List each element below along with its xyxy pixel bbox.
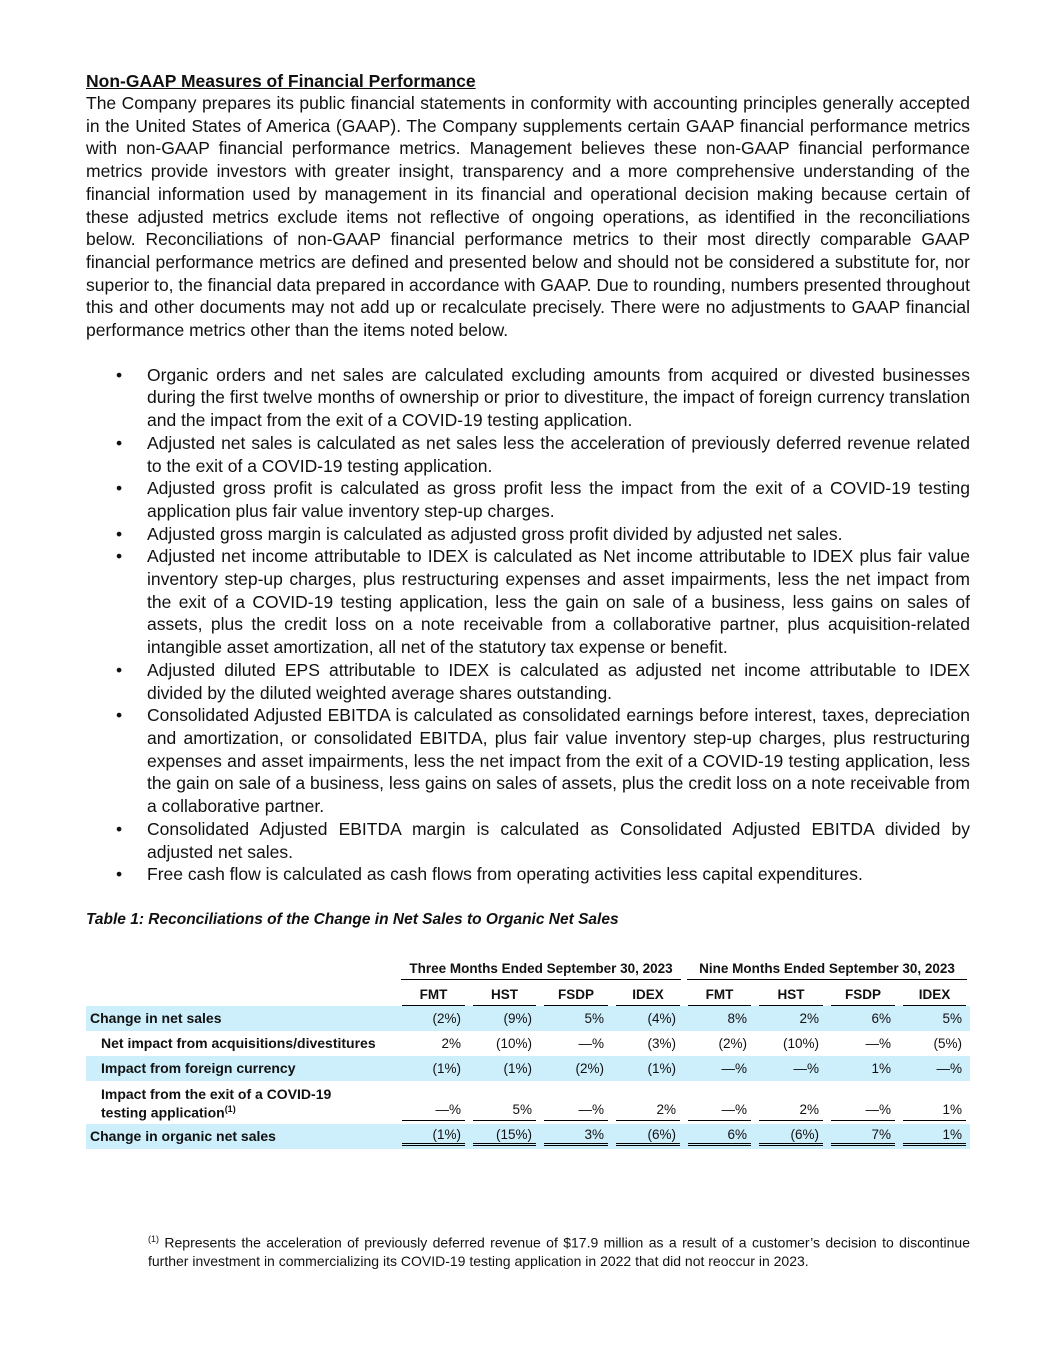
bullet-icon: • [116,523,123,544]
footnote-marker: (1) [148,1234,159,1244]
bullet-icon: • [116,659,123,680]
list-item: • Adjusted net income attributable to IDEX is calculated as Net income attributable to IDEX plus fair value inventory step-up charges, plus restructuring expenses and asset impairments, less the net impact from the exit of a COVID-19 testing application, less the gain on sale of a business, less gains on sales of assets, plus the credit loss on a note receivable from a collaborative partner, plus acquisition-related intangible asset amortization, all net of the statutory tax expense or benefit. [116,546,970,658]
footnote-marker: (1) [224,1104,236,1115]
bullet-icon: • [116,432,123,453]
table-row: Impact from foreign currency (1%) (1%) (2%) (1%) —% —% 1% —% [86,1056,970,1081]
table-row-total: Change in organic net sales (1%) (15%) 3% (6%) 6% (6%) 7% 1% [86,1124,970,1149]
row-label: Impact from foreign currency [86,1056,398,1081]
list-item: • Adjusted diluted EPS attributable to IDEX is calculated as adjusted net income attributable to IDEX divided by the diluted weighted average shares outstanding. [116,659,970,703]
row-label: Impact from the exit of a COVID-19 testing application$^{(1)}$ [101,1086,332,1121]
bullet-icon: • [116,546,123,567]
column-header: HST [469,980,540,1006]
row-label: Change in net sales [86,1006,398,1031]
list-item: • Adjusted net sales is calculated as net sales less the acceleration of previously deferred revenue related to the exit of a COVID-19 testing application. [116,432,970,476]
bullet-icon: • [116,478,123,499]
row-label: Change in organic net sales [86,1124,398,1149]
column-header: FMT [684,980,755,1006]
list-item: • Consolidated Adjusted EBITDA is calculated as consolidated earnings before interest, taxes, depreciation and amortization, or consolidated EBITDA, plus fair value inventory step-up charges, plus restructuring expenses and asset impairments, less the net impact from the exit of a COVID-19 testing application, less the gain on sale of a business, less gains on sales of assets, plus the credit loss on a note receivable from a collaborative partner. [116,705,970,817]
definitions-list [86,364,970,886]
table-footnote: $^{(1)}$ Represents the acceleration of previously deferred revenue of $17.9 million as a result of a customer’s decision to discontinue further investment in commercializing its COVID-19 testing application in 2022 that did not reoccur in 2023. [148,1234,970,1270]
bullet-icon: • [116,705,123,726]
section-heading: Non-GAAP Measures of Financial Performance [86,71,476,91]
group-header-three-months: Three Months Ended September 30, 2023 [398,956,684,980]
column-header: IDEX [899,980,970,1006]
list-item: • Consolidated Adjusted EBITDA margin is calculated as Consolidated Adjusted EBITDA divided by adjusted net sales. [116,818,970,862]
table-row: Impact from the exit of a COVID-19 testing application$^{(1)}$ —% 5% —% 2% —% 2% —% 1% [86,1081,970,1124]
list-item: • Organic orders and net sales are calculated excluding amounts from acquired or divested businesses during the first twelve months of ownership or prior to divestiture, the impact of foreign currency translation and the impact from the exit of a COVID-19 testing application. [116,364,970,431]
group-header-nine-months: Nine Months Ended September 30, 2023 [684,956,970,980]
bullet-icon: • [116,818,123,839]
list-item: • Adjusted gross margin is calculated as adjusted gross profit divided by adjusted net sales. [116,523,843,544]
bullet-icon: • [116,364,123,385]
reconciliation-table [86,956,970,1149]
column-header: FSDP [827,980,899,1006]
list-item: • Adjusted gross profit is calculated as gross profit less the impact from the exit of a COVID-19 testing application plus fair value inventory step-up charges. [116,478,970,521]
document-page [86,70,970,1149]
bullet-icon: • [116,864,123,885]
column-header: FSDP [540,980,612,1006]
table-row: Change in net sales (2%) (9%) 5% (4%) 8% 2% 6% 5% [86,1006,970,1031]
table-row: Net impact from acquisitions/divestitures 2% (10%) —% (3%) (2%) (10%) —% (5%) [86,1031,970,1056]
column-header: FMT [398,980,469,1006]
list-item: • Free cash flow is calculated as cash flows from operating activities less capital expenditures. [116,864,863,885]
intro-paragraph: The Company prepares its public financial statements in conformity with accounting principles generally accepted in the United States of America (GAAP). The Company supplements certain GAAP financial performance metrics with non-GAAP financial performance metrics. Management believes these non-GAAP financial performance metrics provide investors with greater insight, transparency and a more comprehensive understanding of the financial information used by management in its financial and operational decision making because certain of these adjusted metrics exclude items not reflective of ongoing operations, as identified in the reconciliations below. Reconciliations of non-GAAP financial performance metrics to their most directly comparable GAAP financial performance metrics are defined and presented below and should not be considered a substitute for, nor superior to, the financial data prepared in accordance with GAAP. Due to rounding, numbers presented throughout this and other documents may not add up or recalculate precisely. There were no adjustments to GAAP financial performance metrics other than the items noted below. [86,93,970,341]
column-header: HST [755,980,827,1006]
table-title: Table 1: Reconciliations of the Change in Net Sales to Organic Net Sales [86,910,619,928]
row-label: Net impact from acquisitions/divestitures [101,1035,376,1052]
column-header: IDEX [612,980,684,1006]
